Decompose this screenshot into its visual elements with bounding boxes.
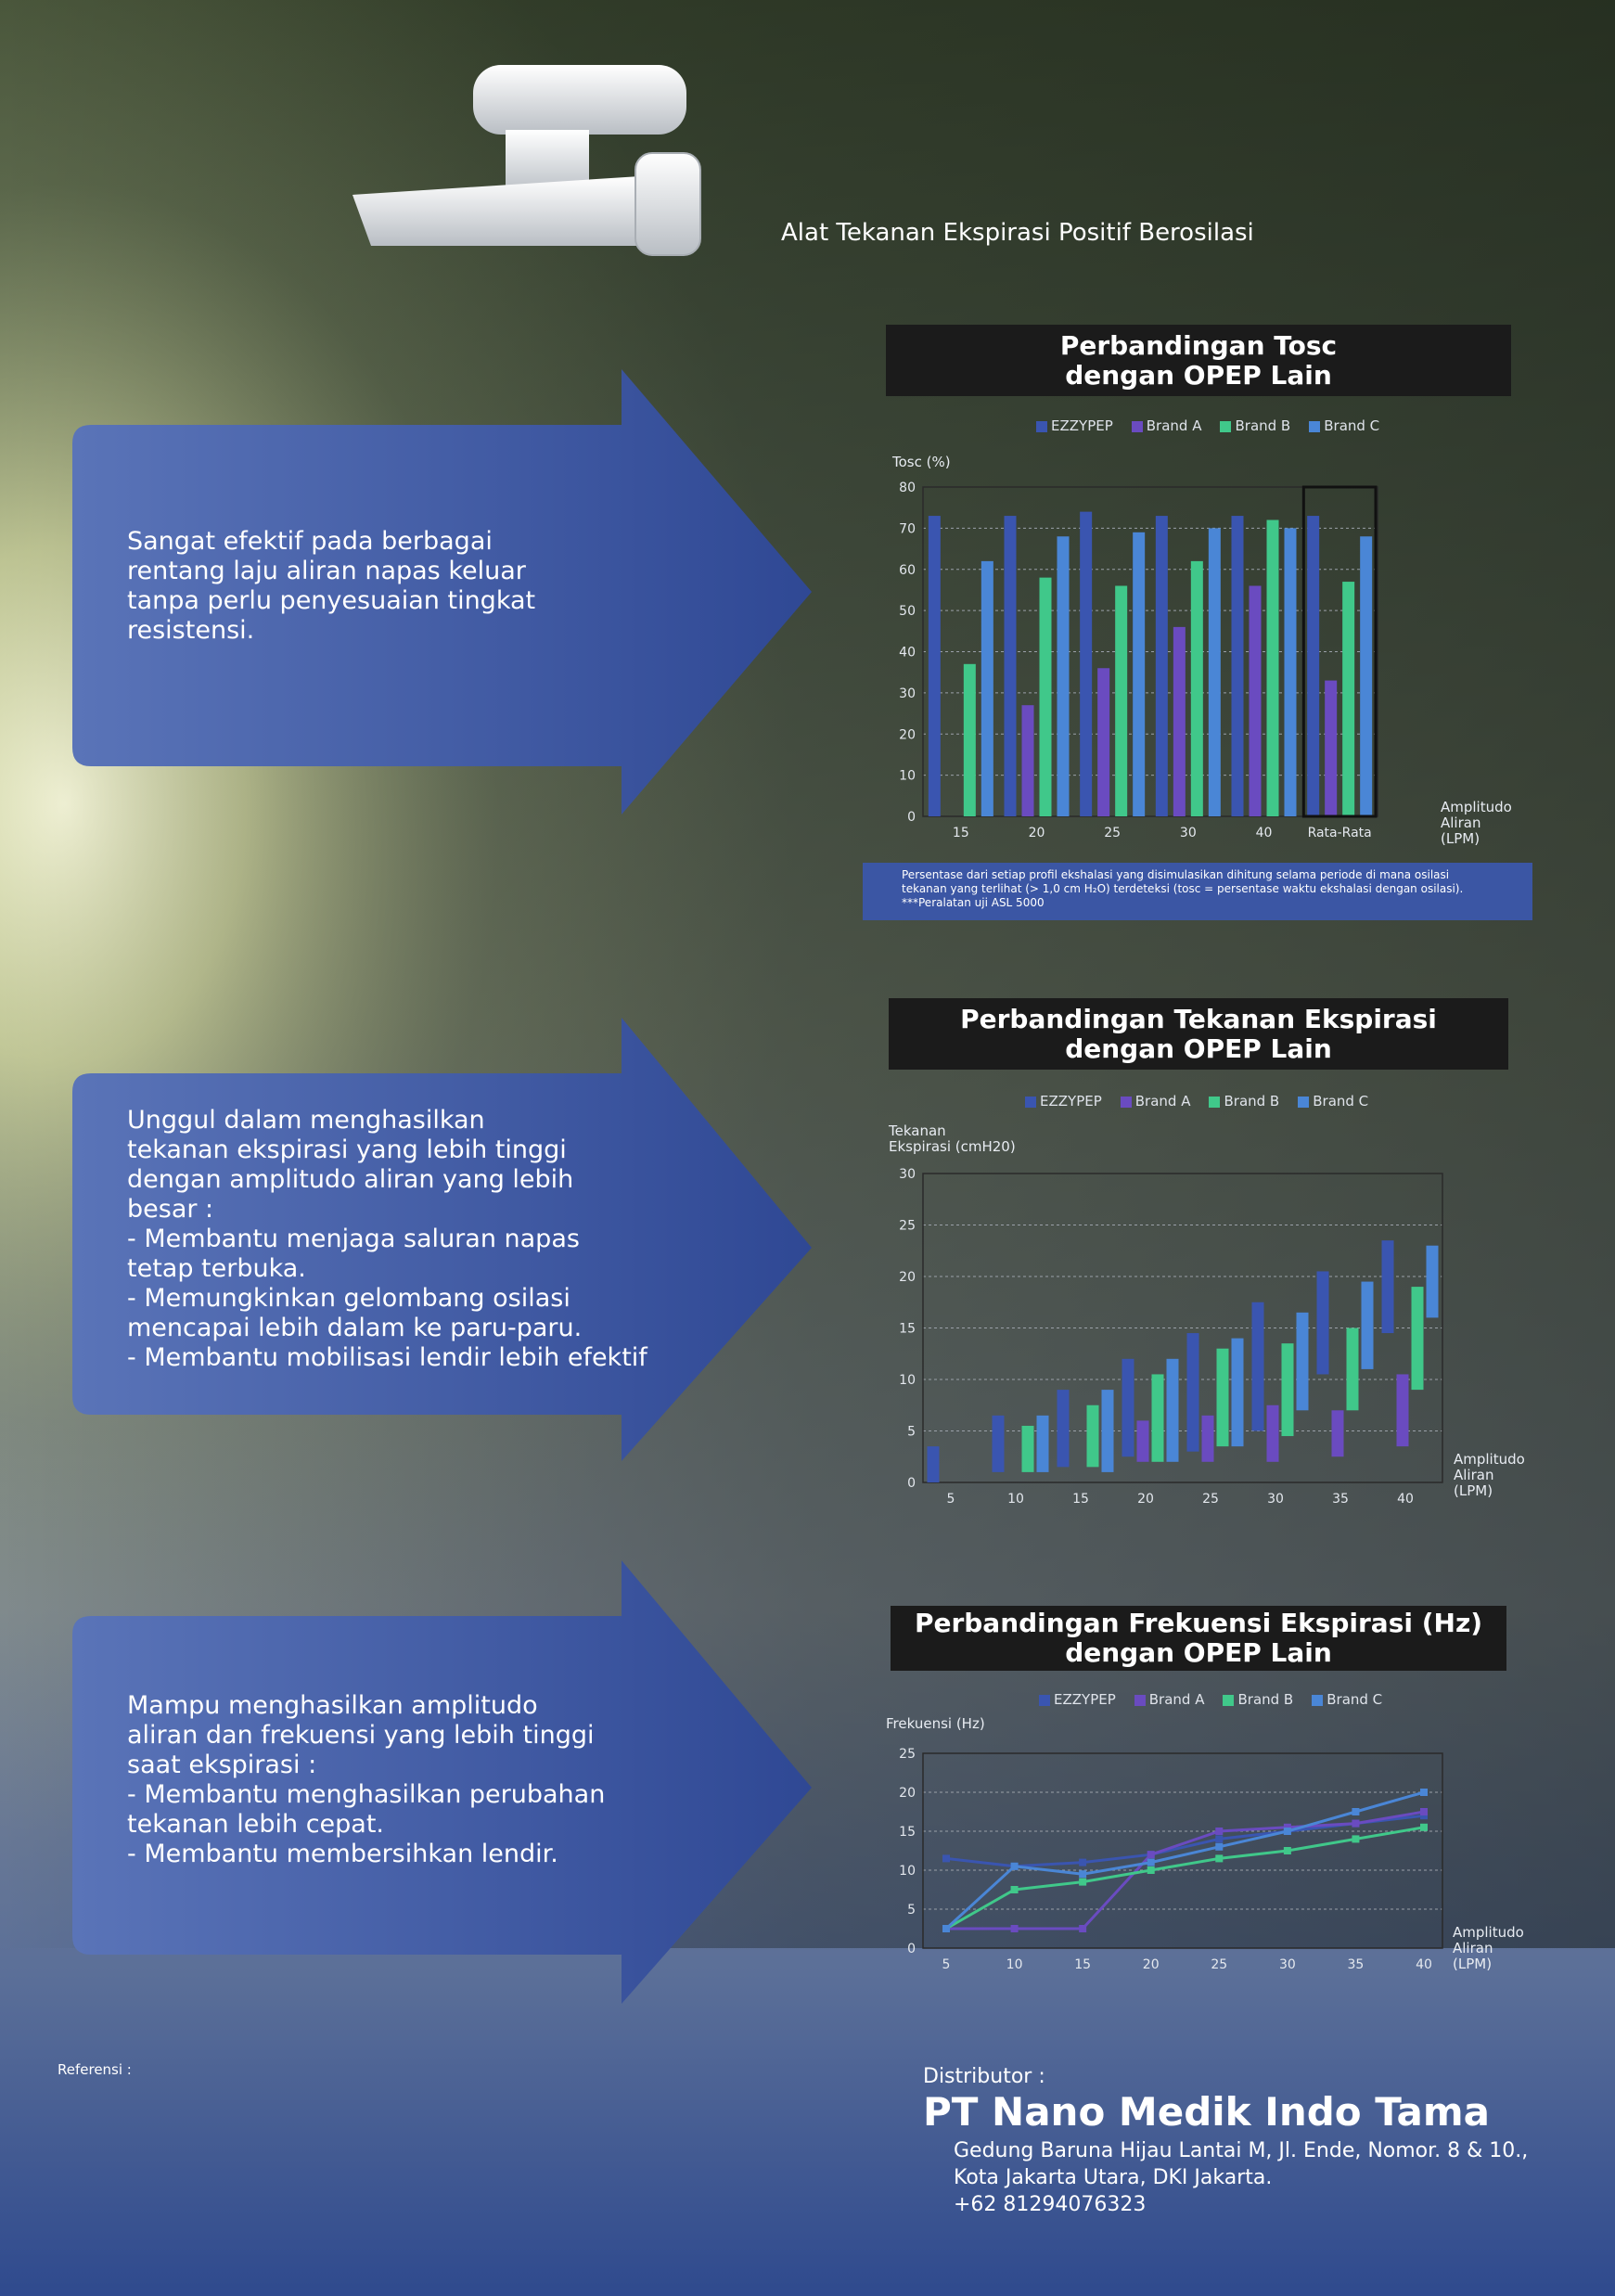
x-tick-label: 25: [1211, 1957, 1228, 1972]
x-tick-label: 20: [1142, 1957, 1160, 1972]
data-point: [1420, 1789, 1428, 1796]
bar: [1250, 586, 1262, 817]
data-point: [1215, 1835, 1223, 1842]
range-bar: [1232, 1339, 1244, 1447]
bar: [1307, 516, 1319, 816]
bar: [1325, 681, 1337, 816]
y-tick-label: 15: [899, 1321, 916, 1337]
legend-brand-b: Brand B: [1223, 1691, 1293, 1708]
bar: [1097, 668, 1109, 816]
distributor-company: PT Nano Medik Indo Tama: [923, 2089, 1490, 2135]
data-point: [942, 1925, 950, 1932]
data-point: [1011, 1886, 1019, 1893]
bar: [1040, 578, 1052, 816]
range-bar: [1362, 1282, 1374, 1369]
data-point: [1215, 1828, 1223, 1835]
y-tick-label: 60: [899, 562, 916, 578]
x-tick-label: 30: [1267, 1492, 1284, 1507]
range-bar: [1102, 1390, 1114, 1472]
range-bar: [1057, 1390, 1070, 1467]
data-point: [1147, 1851, 1155, 1858]
y-tick-label: 0: [907, 810, 916, 825]
y-tick-label: 40: [899, 645, 916, 661]
bar: [1360, 536, 1372, 816]
range-bar: [1152, 1374, 1164, 1461]
x-tick-label: 15: [1074, 1957, 1092, 1972]
bar: [1285, 528, 1297, 816]
range-bar: [1122, 1359, 1134, 1456]
bar: [981, 561, 993, 816]
y-tick-label: 20: [899, 1786, 916, 1801]
x-tick-label: 5: [946, 1492, 955, 1507]
bar: [1133, 532, 1145, 816]
x-tick-label: 30: [1179, 826, 1197, 840]
x-tick-label: 5: [942, 1957, 951, 1972]
x-tick-label: 25: [1202, 1492, 1219, 1507]
range-bar: [1252, 1302, 1264, 1431]
legend-brand-a: Brand A: [1121, 1093, 1191, 1110]
bar: [1191, 561, 1203, 816]
range-bar: [1382, 1240, 1394, 1333]
chart2-title-line2: dengan OPEP Lain: [1065, 1033, 1332, 1064]
y-tick-label: 30: [899, 1167, 916, 1182]
footnote-line3: ***Peralatan uji ASL 5000: [902, 896, 1045, 909]
range-bar: [1297, 1313, 1309, 1410]
legend-brand-c: Brand C: [1309, 417, 1379, 434]
legend-brand-b: Brand B: [1209, 1093, 1279, 1110]
chart2-legend: [1025, 1093, 1368, 1110]
chart3-legend: [1039, 1691, 1382, 1708]
data-point: [1147, 1866, 1155, 1874]
x-tick-label: Rata-Rata: [1307, 826, 1372, 840]
chart1-title: [886, 325, 1511, 396]
range-bar: [1217, 1349, 1229, 1446]
range-bar: [1412, 1287, 1424, 1390]
references-label: Referensi :: [58, 2061, 132, 2078]
y-tick-label: 20: [899, 727, 916, 743]
chart1-legend: [1036, 417, 1379, 434]
range-bar: [1087, 1405, 1099, 1468]
range-bar: [1022, 1426, 1034, 1472]
feature-text-3: Mampu menghasilkan amplitudo aliran dan frekuensi yang lebih tinggi saat ekspirasi : - Membantu menghasilkan perubahan tekanan lebih cepat. - Membantu membersihkan lendir.: [127, 1691, 606, 1868]
chart2-plot: [881, 1160, 1447, 1512]
x-tick-label: 40: [1416, 1957, 1432, 1972]
chart3-ylabel: Frekuensi (Hz): [886, 1715, 985, 1732]
data-point: [1284, 1828, 1291, 1835]
chart1-title-line2: dengan OPEP Lain: [1065, 359, 1332, 391]
y-tick-label: 80: [899, 481, 916, 495]
range-bar: [1282, 1343, 1294, 1436]
data-point: [1215, 1843, 1223, 1851]
data-point: [1352, 1835, 1359, 1842]
data-point: [1284, 1847, 1291, 1854]
data-point: [1079, 1879, 1086, 1886]
chart3-title: [891, 1606, 1506, 1671]
bar: [1115, 586, 1127, 817]
x-tick-label: 30: [1278, 1957, 1296, 1972]
range-bar: [1202, 1416, 1214, 1462]
chart1-ylabel: Tosc (%): [892, 454, 951, 470]
chart2-title-line1: Perbandingan Tekanan Ekspirasi: [960, 1003, 1437, 1034]
bar: [1209, 528, 1221, 816]
bar: [1342, 582, 1354, 816]
range-bar: [1267, 1405, 1279, 1462]
bar: [1022, 705, 1034, 816]
bar: [1156, 516, 1168, 816]
y-tick-label: 0: [907, 1942, 916, 1956]
data-point: [1352, 1808, 1359, 1815]
data-point: [1420, 1808, 1428, 1815]
range-bar: [1332, 1410, 1344, 1456]
y-tick-label: 70: [899, 521, 916, 537]
y-tick-label: 5: [907, 1424, 916, 1440]
y-tick-label: 10: [899, 1373, 916, 1388]
x-tick-label: 20: [1137, 1492, 1154, 1507]
legend-brand-c: Brand C: [1298, 1093, 1368, 1110]
x-tick-label: 15: [952, 826, 969, 840]
range-bar: [928, 1446, 940, 1482]
y-tick-label: 30: [899, 686, 916, 701]
chart3-title-line1: Perbandingan Frekuensi Ekspirasi (Hz): [914, 1608, 1483, 1638]
range-bar: [1137, 1420, 1149, 1461]
data-point: [1079, 1870, 1086, 1878]
legend-ezzypep: EZZYPEP: [1036, 417, 1113, 434]
x-tick-label: 10: [1006, 1957, 1023, 1972]
footnote-line2: tekanan yang terlihat (> 1,0 cm H₂O) terdeteksi (tosc = persentase waktu ekshalasi dengan osilasi).: [902, 882, 1464, 895]
bar: [929, 516, 941, 816]
bar: [1005, 516, 1017, 816]
data-point: [942, 1854, 950, 1862]
bar: [1057, 536, 1070, 816]
data-point: [1079, 1925, 1086, 1932]
x-tick-label: 25: [1104, 826, 1122, 840]
y-tick-label: 10: [899, 1864, 916, 1879]
range-bar: [1317, 1271, 1329, 1374]
bar: [1173, 627, 1186, 816]
chart3-xlabel: Amplitudo Aliran (LPM): [1453, 1924, 1524, 1972]
plot-frame: [923, 1753, 1442, 1948]
data-point: [1215, 1854, 1223, 1862]
y-tick-label: 20: [899, 1270, 916, 1285]
footnote-line1: Persentase dari setiap profil ekshalasi yang disimulasikan dihitung selama periode di mana osilasi: [902, 868, 1450, 881]
y-tick-label: 25: [899, 1218, 916, 1234]
chart1-title-line1: Perbandingan Tosc: [1059, 329, 1338, 361]
chart2-title: [889, 998, 1508, 1070]
distributor-address: Gedung Baruna Hijau Lantai M, Jl. Ende, Nomor. 8 & 10., Kota Jakarta Utara, DKI Jakarta. +62 81294076323: [954, 2139, 1529, 2216]
y-tick-label: 0: [907, 1476, 916, 1491]
x-tick-label: 15: [1072, 1492, 1089, 1507]
legend-ezzypep: EZZYPEP: [1039, 1691, 1116, 1708]
range-bar: [1397, 1374, 1409, 1446]
bar: [1080, 512, 1092, 816]
data-point: [1011, 1863, 1019, 1870]
x-tick-label: 35: [1332, 1492, 1349, 1507]
range-bar: [993, 1416, 1005, 1472]
chart2-xlabel: Amplitudo Aliran (LPM): [1454, 1451, 1525, 1499]
y-tick-label: 25: [899, 1747, 916, 1762]
y-tick-label: 5: [907, 1903, 916, 1918]
bar: [1267, 520, 1279, 817]
opep-device-icon: [334, 56, 742, 288]
x-tick-label: 35: [1347, 1957, 1365, 1972]
x-tick-label: 40: [1255, 826, 1273, 840]
x-tick-label: 40: [1397, 1492, 1414, 1507]
range-bar: [1347, 1328, 1359, 1411]
data-point: [1079, 1859, 1086, 1866]
y-tick-label: 15: [899, 1825, 916, 1840]
range-bar: [1427, 1246, 1439, 1318]
range-bar: [1037, 1416, 1049, 1472]
chart1-plot: [881, 464, 1438, 863]
y-tick-label: 50: [899, 604, 916, 620]
data-point: [1352, 1820, 1359, 1828]
chart3-plot: [881, 1739, 1447, 1981]
distributor-label: Distributor :: [923, 2065, 1045, 2088]
range-bar: [1187, 1333, 1199, 1452]
chart1-xlabel: Amplitudo Aliran (LPM): [1441, 799, 1512, 847]
legend-brand-a: Brand A: [1132, 417, 1202, 434]
bar: [964, 664, 976, 816]
feature-text-2: Unggul dalam menghasilkan tekanan ekspirasi yang lebih tinggi dengan amplitudo aliran yang lebih besar : - Membantu menjaga saluran napas tetap terbuka. - Memungkinkan gelombang osilasi mencapai lebih dalam ke paru-paru. - Membantu mobilisasi lendir lebih efektif: [127, 1106, 647, 1372]
chart2-ylabel: Tekanan Ekspirasi (cmH20): [889, 1122, 1016, 1155]
x-tick-label: 20: [1028, 826, 1045, 840]
data-point: [1420, 1824, 1428, 1831]
legend-brand-a: Brand A: [1134, 1691, 1205, 1708]
range-bar: [1167, 1359, 1179, 1462]
chart1-footnote: [863, 863, 1532, 920]
feature-text-1: Sangat efektif pada berbagai rentang laju aliran napas keluar tanpa perlu penyesuaian tingkat resistensi.: [127, 527, 536, 645]
bar: [1232, 516, 1244, 816]
legend-brand-b: Brand B: [1220, 417, 1290, 434]
y-tick-label: 10: [899, 768, 916, 784]
data-point: [1147, 1859, 1155, 1866]
x-tick-label: 10: [1007, 1492, 1024, 1507]
device-caption: Alat Tekanan Ekspirasi Positif Berosilasi: [781, 219, 1254, 247]
legend-ezzypep: EZZYPEP: [1025, 1093, 1102, 1110]
data-point: [1011, 1925, 1019, 1932]
legend-brand-c: Brand C: [1312, 1691, 1382, 1708]
chart3-title-line2: dengan OPEP Lain: [1065, 1637, 1332, 1668]
